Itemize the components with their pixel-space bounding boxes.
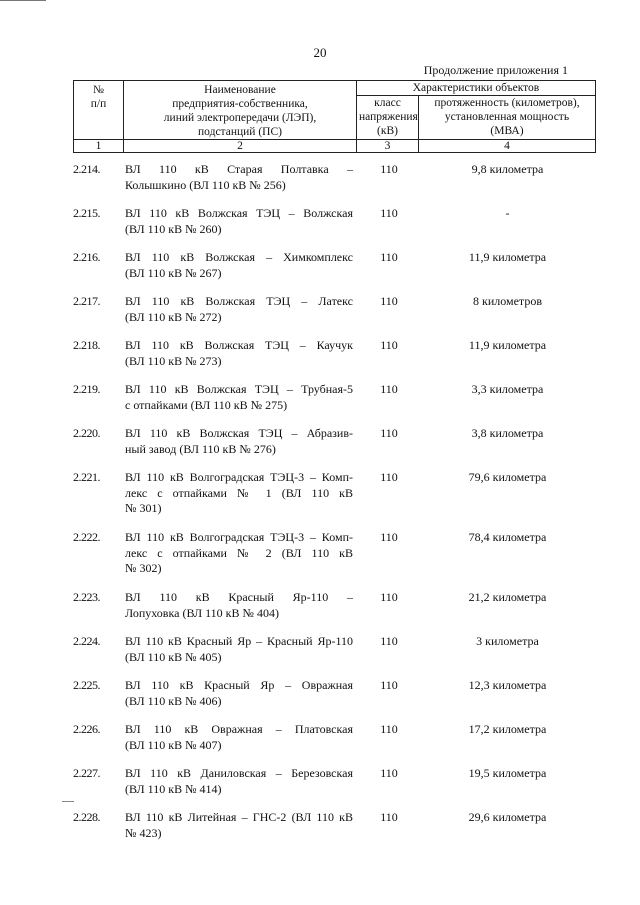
row-length: - bbox=[505, 206, 510, 220]
table-row bbox=[73, 530, 595, 590]
row-number: 2.214. bbox=[73, 162, 100, 176]
row-name-line: (ВЛ 110 кВ № 407) bbox=[125, 737, 222, 752]
row-name-line: ВЛ 110 кВ Красный Яр – Овражная bbox=[125, 678, 353, 692]
page-number: 20 bbox=[313, 45, 327, 60]
row-number: 2.227. bbox=[73, 766, 100, 780]
row-name bbox=[123, 810, 358, 854]
row-number: 2.218. bbox=[73, 338, 100, 352]
row-number: 2.217. bbox=[73, 294, 100, 308]
row-name-line: ВЛ 110 кВ Волжская – Химкомплекс bbox=[125, 250, 353, 264]
row-name-line: ВЛ 110 кВ Волжская ТЭЦ – Абразив- bbox=[125, 426, 353, 440]
row-name bbox=[123, 294, 358, 338]
header-col-length bbox=[419, 96, 596, 140]
table-row bbox=[73, 766, 595, 810]
row-length: 11,9 километра bbox=[468, 338, 547, 352]
row-length: 8 километров bbox=[473, 294, 542, 308]
table-row bbox=[73, 206, 595, 250]
row-name-line: (ВЛ 110 кВ № 405) bbox=[125, 649, 222, 664]
row-length: 3,3 километра bbox=[471, 382, 544, 396]
row-voltage-class: 110 bbox=[380, 766, 398, 780]
header-no-line: № bbox=[93, 84, 104, 96]
row-name-line: ВЛ 110 кВ Волгоградская ТЭЦ-3 – Комп- bbox=[125, 470, 353, 484]
header-no-line: п/п bbox=[90, 98, 107, 110]
table-row bbox=[73, 634, 595, 678]
row-voltage-class: 110 bbox=[380, 634, 398, 648]
header-length-line: (МВА) bbox=[490, 125, 524, 138]
header-name-line: Наименование bbox=[204, 84, 276, 96]
row-voltage-class: 110 bbox=[380, 590, 398, 604]
row-voltage-class: 110 bbox=[380, 810, 398, 824]
row-number: 2.221. bbox=[73, 470, 100, 484]
header-name-line: подстанций (ПС) bbox=[198, 126, 282, 138]
row-number: 2.216. bbox=[73, 250, 100, 264]
row-name bbox=[123, 766, 358, 810]
row-name-line: лекс с отпайками № 1 (ВЛ 110 кВ bbox=[125, 485, 353, 500]
header-length-line: протяженность (километров), bbox=[434, 97, 580, 110]
row-name-line: (ВЛ 110 кВ № 272) bbox=[125, 309, 222, 324]
row-name-line: ВЛ 110 кВ Овражная – Платовская bbox=[125, 722, 353, 736]
row-number: 2.215. bbox=[73, 206, 100, 220]
table-row bbox=[73, 294, 595, 338]
row-length: 79,6 километра bbox=[468, 470, 547, 484]
row-length: 11,9 километра bbox=[468, 250, 547, 264]
row-name-line: ВЛ 110 кВ Старая Полтавка – bbox=[125, 162, 353, 176]
header-class-line: класс bbox=[374, 97, 401, 110]
row-name bbox=[123, 206, 358, 250]
continuation-label: Продолжение приложения 1 bbox=[423, 63, 568, 77]
row-voltage-class: 110 bbox=[380, 382, 398, 396]
table-row bbox=[73, 470, 595, 530]
row-name-line: ВЛ 110 кВ Красный Яр-110 – bbox=[125, 590, 353, 604]
row-number: 2.224. bbox=[73, 634, 100, 648]
row-voltage-class: 110 bbox=[380, 678, 398, 692]
row-name-line: № 423) bbox=[125, 825, 162, 840]
row-name-line: № 301) bbox=[125, 501, 162, 515]
header-name-line: предприятия-собственника, bbox=[172, 98, 308, 110]
row-name-line: ВЛ 110 кВ Даниловская – Березовская bbox=[125, 766, 353, 780]
header-col-name bbox=[124, 81, 357, 140]
row-number: 2.228. bbox=[73, 810, 100, 824]
header-name-line: линий электропередачи (ЛЭП), bbox=[163, 112, 317, 124]
corner-scan-mark bbox=[0, 0, 46, 1]
row-name-line: Колышкино (ВЛ 110 кВ № 256) bbox=[125, 177, 286, 192]
header-class-line: напряжения bbox=[359, 111, 418, 124]
row-name bbox=[123, 338, 358, 382]
row-length: 19,5 километра bbox=[468, 766, 547, 780]
row-voltage-class: 110 bbox=[380, 722, 398, 736]
table-row bbox=[73, 810, 595, 854]
row-name-line: (ВЛ 110 кВ № 414) bbox=[125, 781, 222, 796]
row-length: 9,8 километра bbox=[471, 162, 544, 176]
row-name-line: Лопуховка (ВЛ 110 кВ № 404) bbox=[125, 605, 279, 620]
header-col-number: 3 bbox=[357, 140, 419, 153]
row-voltage-class: 110 bbox=[380, 338, 398, 352]
margin-mark bbox=[62, 801, 74, 802]
row-number: 2.219. bbox=[73, 382, 100, 396]
row-name-line: (ВЛ 110 кВ № 260) bbox=[125, 221, 222, 236]
row-voltage-class: 110 bbox=[380, 530, 398, 544]
row-name-line: лекс с отпайками № 2 (ВЛ 110 кВ bbox=[125, 545, 353, 560]
row-name bbox=[123, 162, 358, 206]
row-name bbox=[123, 530, 358, 590]
row-name-line: ВЛ 110 кВ Волжская ТЭЦ – Каучук bbox=[125, 338, 353, 352]
row-name-line: ВЛ 110 кВ Волжская ТЭЦ – Трубная-5 bbox=[125, 382, 353, 396]
header-class-line: (кВ) bbox=[377, 125, 398, 138]
row-voltage-class: 110 bbox=[380, 470, 398, 484]
table-row bbox=[73, 426, 595, 470]
row-number: 2.220. bbox=[73, 426, 100, 440]
row-name-line: ВЛ 110 кВ Волжская ТЭЦ – Волжская bbox=[125, 206, 353, 220]
row-voltage-class: 110 bbox=[380, 294, 398, 308]
table-body bbox=[73, 162, 595, 854]
row-name bbox=[123, 470, 358, 530]
row-length: 78,4 километра bbox=[468, 530, 547, 544]
header-col-number: 4 bbox=[419, 140, 596, 153]
row-length: 17,2 километра bbox=[468, 722, 547, 736]
row-voltage-class: 110 bbox=[380, 426, 398, 440]
row-number: 2.225. bbox=[73, 678, 100, 692]
row-length: 3 километра bbox=[476, 634, 539, 648]
row-name-line: ВЛ 110 кВ Волжская ТЭЦ – Латекс bbox=[125, 294, 353, 308]
row-number: 2.226. bbox=[73, 722, 100, 736]
row-length: 21,2 километра bbox=[468, 590, 547, 604]
row-length: 29,6 километра bbox=[468, 810, 547, 824]
table-row bbox=[73, 338, 595, 382]
header-col-class bbox=[357, 96, 419, 140]
row-name-line: (ВЛ 110 кВ № 273) bbox=[125, 353, 222, 368]
table-row bbox=[73, 590, 595, 634]
row-name bbox=[123, 634, 358, 678]
row-name-line: с отпайками (ВЛ 110 кВ № 275) bbox=[125, 397, 288, 412]
row-number: 2.222. bbox=[73, 530, 100, 544]
row-name bbox=[123, 382, 358, 426]
table-header bbox=[73, 80, 596, 153]
header-col-number: 1 bbox=[74, 140, 124, 153]
row-length: 12,3 километра bbox=[468, 678, 547, 692]
row-name bbox=[123, 250, 358, 294]
row-name-line: (ВЛ 110 кВ № 406) bbox=[125, 693, 222, 708]
table-row bbox=[73, 250, 595, 294]
row-name bbox=[123, 722, 358, 766]
row-name-line: № 302) bbox=[125, 561, 162, 575]
table-row bbox=[73, 722, 595, 766]
row-length: 3,8 километра bbox=[471, 426, 544, 440]
header-col-number: 2 bbox=[124, 140, 357, 153]
header-length-line: установленная мощность bbox=[444, 111, 570, 124]
row-voltage-class: 110 bbox=[380, 162, 398, 176]
row-name-line: ВЛ 110 кВ Красный Яр – Красный Яр-110 bbox=[125, 634, 353, 648]
header-col-no bbox=[74, 81, 124, 140]
row-number: 2.223. bbox=[73, 590, 100, 604]
table-row bbox=[73, 678, 595, 722]
header-col-characteristics: Характеристики объектов bbox=[357, 81, 596, 96]
row-voltage-class: 110 bbox=[380, 250, 398, 264]
row-name-line: ный завод (ВЛ 110 кВ № 276) bbox=[125, 441, 276, 456]
row-voltage-class: 110 bbox=[380, 206, 398, 220]
row-name bbox=[123, 678, 358, 722]
row-name bbox=[123, 590, 358, 634]
row-name bbox=[123, 426, 358, 470]
row-name-line: ВЛ 110 кВ Литейная – ГНС-2 (ВЛ 110 кВ bbox=[125, 810, 353, 824]
row-name-line: (ВЛ 110 кВ № 267) bbox=[125, 265, 222, 280]
table-row bbox=[73, 162, 595, 206]
table-row bbox=[73, 382, 595, 426]
row-name-line: ВЛ 110 кВ Волгоградская ТЭЦ-3 – Комп- bbox=[125, 530, 353, 544]
